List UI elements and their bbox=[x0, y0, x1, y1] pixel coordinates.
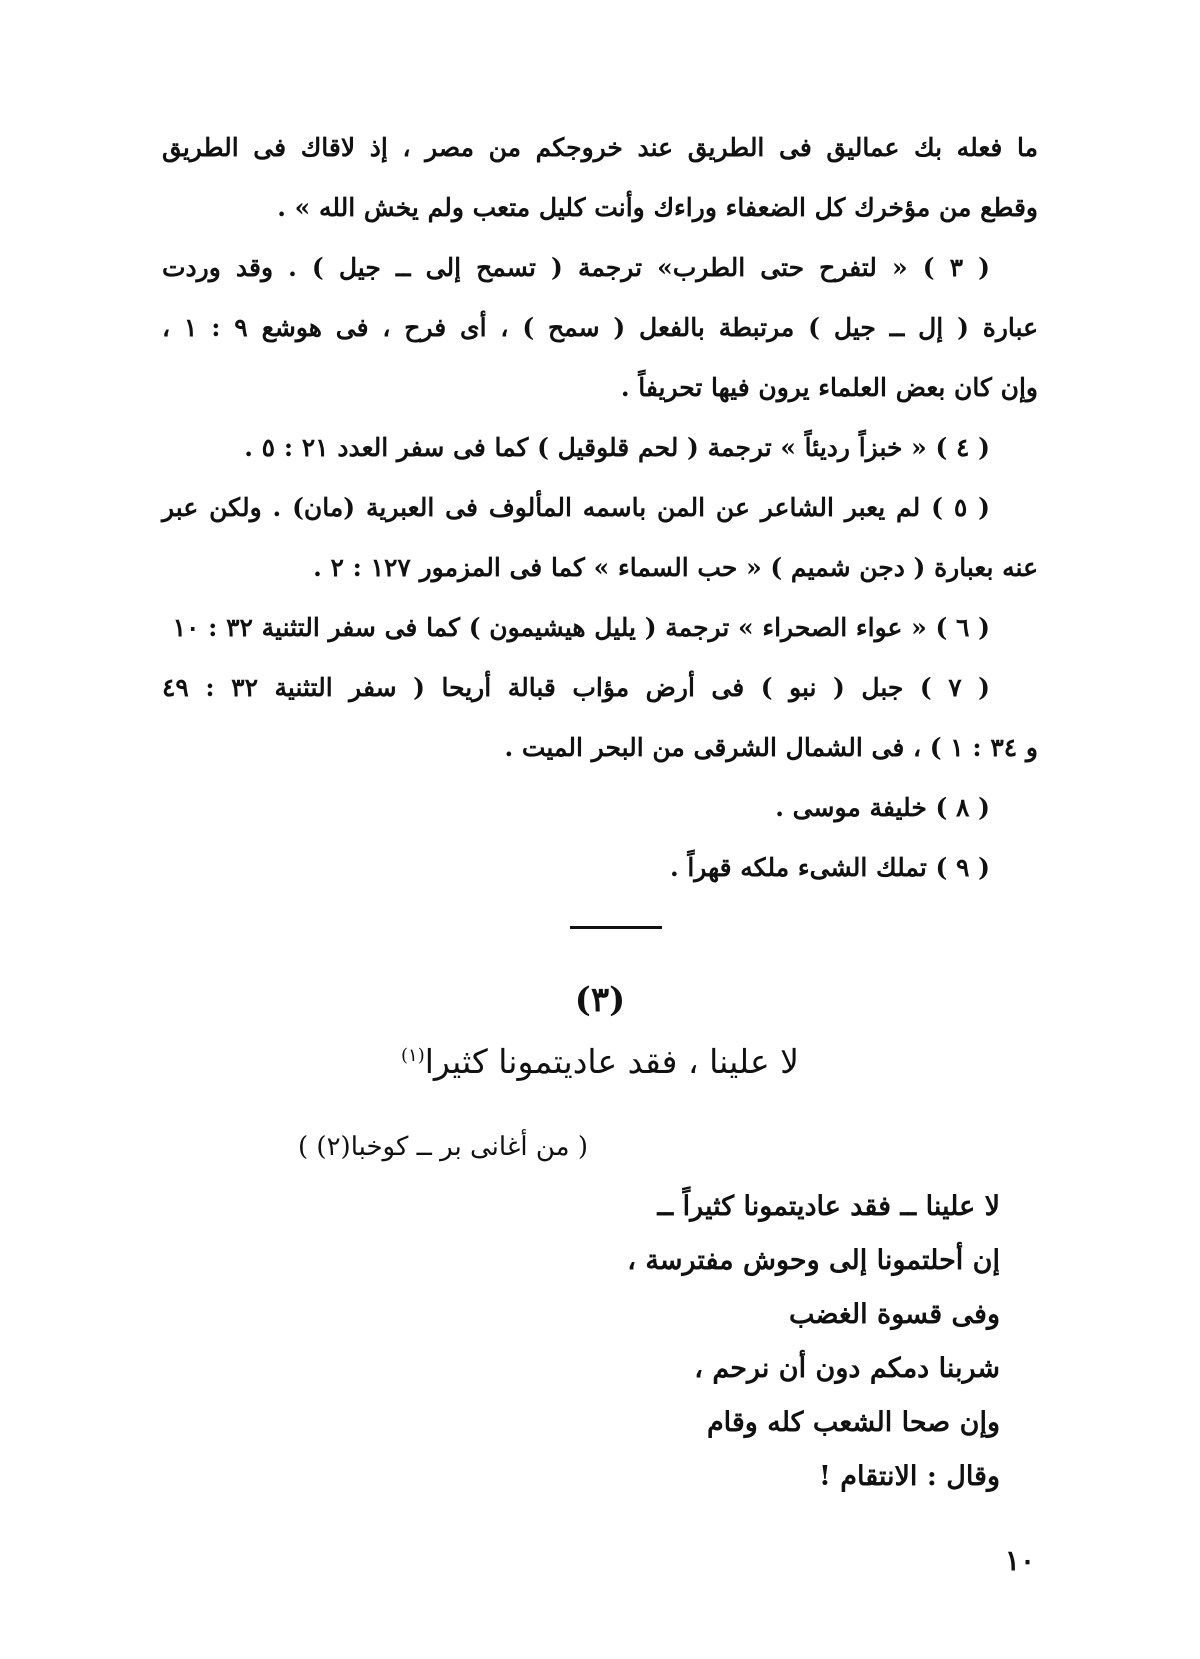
footnote-continuation bbox=[162, 118, 1038, 238]
footnote-line: وإن كان بعض العلماء يرون فيها تحريفاً . bbox=[620, 373, 1038, 402]
section-number: (٣) bbox=[574, 980, 626, 1020]
footnote-line: عبارة ( إل ــ جيل ) مرتبطة بالفعل ( سمح ) ، أى فرح ، فى هوشع ٩ : ١ ، bbox=[162, 313, 1038, 342]
footnote-3-continued bbox=[162, 298, 1038, 418]
poem-source: ( من أغانى بر ــ كوخبا(٢) ) bbox=[298, 1132, 588, 1162]
footnote-8 bbox=[162, 778, 1038, 838]
footnote-line: ( ٤ ) « خبزاً رديئاً » ترجمة ( لحم قلوقيل ) كما فى سفر العدد ٢١ : ٥ . bbox=[244, 433, 990, 462]
footnote-line: ( ٧ ) جبل ( نبو ) فى أرض مؤاب قبالة أريحا ( سفر التثنية ٣٢ : ٤٩ bbox=[162, 673, 990, 702]
footnote-line: ( ٦ ) « عواء الصحراء » ترجمة ( يليل هيشيمون ) كما فى سفر التثنية ٣٢ : ١٠ bbox=[172, 613, 990, 642]
footnote-7-continued bbox=[162, 718, 1038, 778]
footnote-5-continued bbox=[162, 538, 1038, 598]
footnote-5 bbox=[162, 478, 1038, 538]
footnote-6 bbox=[162, 598, 1038, 658]
footnote-line: ( ٥ ) لم يعبر الشاعر عن المن باسمه المألوف فى العبرية (مان) . ولكن عبر bbox=[162, 493, 990, 522]
footnote-4 bbox=[162, 418, 1038, 478]
poem-line: وقال : الانتقام ! bbox=[819, 1461, 1000, 1492]
footnote-7 bbox=[162, 658, 1038, 718]
poem-line: وإن صحا الشعب كله وقام bbox=[706, 1407, 1000, 1438]
footnote-line: ما فعله بك عماليق فى الطريق عند خروجكم من مصر ، إذ لاقاك فى الطريق bbox=[162, 133, 1038, 162]
poem-line: وفى قسوة الغضب bbox=[788, 1299, 1000, 1330]
page-number: ١٠ bbox=[1004, 1544, 1035, 1577]
footnote-line: عنه بعبارة ( دجن شميم ) « حب السماء » كما فى المزمور ١٢٧ : ٢ . bbox=[313, 553, 1038, 582]
section-divider bbox=[570, 926, 662, 929]
footnote-line: ( ٣ ) « لتفرح حتى الطرب» ترجمة ( تسمح إلى ــ جيل ) . وقد وردت bbox=[162, 253, 990, 282]
poem-line: لا علينا ــ فقد عاديتمونا كثيراً ــ bbox=[657, 1191, 1000, 1222]
poem-body bbox=[627, 1180, 1000, 1504]
footnote-line: ( ٨ ) خليفة موسى . bbox=[775, 793, 990, 822]
footnote-line: وقطع من مؤخرك كل الضعفاء وراءك وأنت كليل متعب ولم يخش الله » . bbox=[277, 193, 1038, 222]
title-footnote-marker: (١) bbox=[401, 1045, 425, 1066]
footnote-line: و ٣٤ : ١ ) ، فى الشمال الشرقى من البحر الميت . bbox=[504, 733, 1038, 762]
poem-line: إن أحلتمونا إلى وحوش مفترسة ، bbox=[627, 1245, 1000, 1276]
poem-title bbox=[0, 1042, 1200, 1081]
poem-title-text: لا علينا ، فقد عاديتمونا كثيرا bbox=[424, 1042, 799, 1081]
footnotes bbox=[162, 118, 1038, 898]
poem-line: شربنا دمكم دون أن نرحم ، bbox=[694, 1353, 1000, 1384]
footnote-line: ( ٩ ) تملك الشىء ملكه قهراً . bbox=[669, 853, 990, 882]
footnote-3 bbox=[162, 238, 1038, 298]
footnote-9 bbox=[162, 838, 1038, 898]
